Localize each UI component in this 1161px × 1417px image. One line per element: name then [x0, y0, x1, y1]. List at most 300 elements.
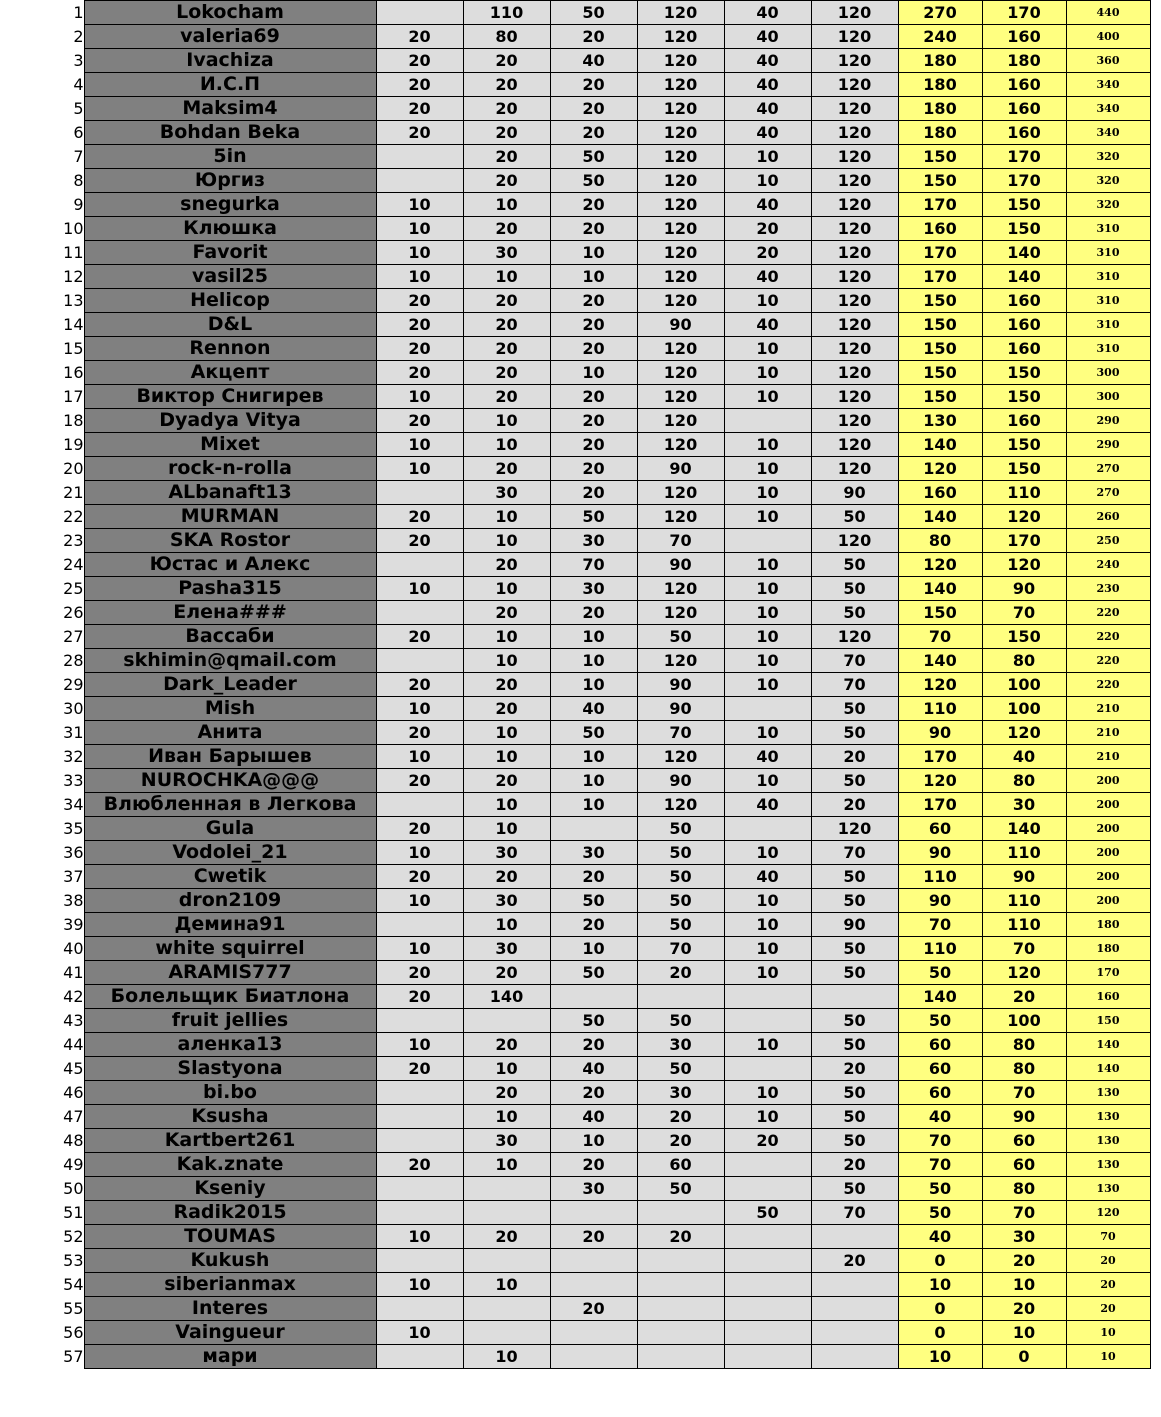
score-cell-3[interactable]	[550, 1273, 637, 1297]
score-cell-5[interactable]: 50	[724, 1201, 811, 1225]
score-cell-6[interactable]	[811, 1273, 898, 1297]
player-name-cell[interactable]: fruit jellies	[84, 1009, 376, 1033]
score-cell-5[interactable]: 40	[724, 745, 811, 769]
score-cell-4[interactable]: 120	[637, 361, 724, 385]
score-cell-1[interactable]: 20	[376, 1057, 463, 1081]
score-cell-6[interactable]: 50	[811, 961, 898, 985]
row-number-cell[interactable]: 14	[63, 315, 84, 334]
player-name-cell[interactable]: vasil25	[84, 265, 376, 289]
row-number-cell[interactable]: 28	[63, 651, 84, 670]
subtotal-cell-1[interactable]: 0	[898, 1321, 982, 1345]
score-cell-5[interactable]: 10	[724, 457, 811, 481]
player-name-cell[interactable]: Иван Барышев	[84, 745, 376, 769]
total-cell[interactable]: 320	[1066, 145, 1150, 169]
score-cell-1[interactable]: 20	[376, 529, 463, 553]
score-cell-1[interactable]	[376, 1, 463, 25]
total-cell[interactable]: 310	[1066, 217, 1150, 241]
score-cell-4[interactable]: 120	[637, 169, 724, 193]
score-cell-3[interactable]	[550, 1201, 637, 1225]
total-cell[interactable]: 130	[1066, 1153, 1150, 1177]
score-cell-3[interactable]: 10	[550, 361, 637, 385]
row-number-cell[interactable]: 37	[63, 867, 84, 886]
player-name-cell[interactable]: ALbanaft13	[84, 481, 376, 505]
row-number-cell[interactable]: 5	[73, 99, 84, 118]
total-cell[interactable]: 320	[1066, 193, 1150, 217]
score-cell-4[interactable]: 50	[637, 913, 724, 937]
score-cell-6[interactable]: 90	[811, 481, 898, 505]
player-name-cell[interactable]: Cwetik	[84, 865, 376, 889]
score-cell-1[interactable]: 10	[376, 1273, 463, 1297]
score-cell-6[interactable]: 120	[811, 193, 898, 217]
subtotal-cell-1[interactable]: 120	[898, 553, 982, 577]
total-cell[interactable]: 310	[1066, 289, 1150, 313]
total-cell[interactable]: 230	[1066, 577, 1150, 601]
score-cell-3[interactable]: 20	[550, 217, 637, 241]
score-cell-4[interactable]: 120	[637, 289, 724, 313]
score-cell-2[interactable]: 20	[463, 553, 550, 577]
score-cell-3[interactable]: 10	[550, 241, 637, 265]
player-name-cell[interactable]: SKA Rostor	[84, 529, 376, 553]
score-cell-3[interactable]: 30	[550, 577, 637, 601]
player-name-cell[interactable]: Favorit	[84, 241, 376, 265]
score-cell-3[interactable]: 40	[550, 1057, 637, 1081]
score-cell-6[interactable]: 120	[811, 97, 898, 121]
subtotal-cell-1[interactable]: 40	[898, 1105, 982, 1129]
score-cell-4[interactable]	[637, 1201, 724, 1225]
score-cell-5[interactable]: 40	[724, 865, 811, 889]
score-cell-5[interactable]: 10	[724, 1081, 811, 1105]
score-cell-5[interactable]	[724, 1321, 811, 1345]
score-cell-3[interactable]: 20	[550, 433, 637, 457]
total-cell[interactable]: 290	[1066, 433, 1150, 457]
score-cell-4[interactable]: 90	[637, 697, 724, 721]
score-cell-1[interactable]	[376, 793, 463, 817]
score-cell-4[interactable]: 50	[637, 817, 724, 841]
player-name-cell[interactable]: Демина91	[84, 913, 376, 937]
row-number-cell[interactable]: 44	[63, 1035, 84, 1054]
score-cell-6[interactable]: 90	[811, 913, 898, 937]
score-cell-3[interactable]: 20	[550, 601, 637, 625]
total-cell[interactable]: 10	[1066, 1321, 1150, 1345]
score-cell-6[interactable]: 120	[811, 457, 898, 481]
subtotal-cell-2[interactable]: 180	[982, 49, 1066, 73]
score-cell-6[interactable]: 50	[811, 1033, 898, 1057]
score-cell-6[interactable]: 120	[811, 361, 898, 385]
score-cell-1[interactable]	[376, 649, 463, 673]
score-cell-3[interactable]: 50	[550, 505, 637, 529]
total-cell[interactable]: 270	[1066, 457, 1150, 481]
score-cell-1[interactable]	[376, 1177, 463, 1201]
score-cell-6[interactable]: 120	[811, 817, 898, 841]
total-cell[interactable]: 250	[1066, 529, 1150, 553]
score-cell-2[interactable]: 20	[463, 337, 550, 361]
subtotal-cell-2[interactable]: 80	[982, 1177, 1066, 1201]
score-cell-4[interactable]: 120	[637, 601, 724, 625]
row-number-cell[interactable]: 26	[63, 603, 84, 622]
score-cell-6[interactable]: 50	[811, 865, 898, 889]
score-cell-5[interactable]	[724, 1153, 811, 1177]
score-cell-5[interactable]: 10	[724, 577, 811, 601]
score-cell-6[interactable]: 50	[811, 889, 898, 913]
subtotal-cell-2[interactable]: 150	[982, 217, 1066, 241]
score-cell-1[interactable]: 10	[376, 457, 463, 481]
score-cell-3[interactable]: 20	[550, 1033, 637, 1057]
score-cell-3[interactable]: 20	[550, 289, 637, 313]
subtotal-cell-1[interactable]: 70	[898, 1153, 982, 1177]
score-cell-6[interactable]: 50	[811, 769, 898, 793]
player-name-cell[interactable]: rock-n-rolla	[84, 457, 376, 481]
score-cell-4[interactable]: 120	[637, 241, 724, 265]
score-cell-6[interactable]: 120	[811, 49, 898, 73]
score-cell-1[interactable]: 20	[376, 817, 463, 841]
score-cell-1[interactable]: 10	[376, 217, 463, 241]
score-cell-5[interactable]	[724, 817, 811, 841]
score-cell-6[interactable]: 120	[811, 145, 898, 169]
score-cell-4[interactable]: 120	[637, 265, 724, 289]
row-number-cell[interactable]: 55	[63, 1299, 84, 1318]
score-cell-5[interactable]	[724, 1297, 811, 1321]
score-cell-1[interactable]: 10	[376, 841, 463, 865]
score-cell-3[interactable]: 50	[550, 145, 637, 169]
score-cell-5[interactable]: 40	[724, 193, 811, 217]
score-cell-4[interactable]: 120	[637, 409, 724, 433]
total-cell[interactable]: 180	[1066, 913, 1150, 937]
score-cell-4[interactable]: 120	[637, 145, 724, 169]
subtotal-cell-1[interactable]: 140	[898, 505, 982, 529]
subtotal-cell-2[interactable]: 160	[982, 313, 1066, 337]
subtotal-cell-2[interactable]: 60	[982, 1153, 1066, 1177]
score-cell-4[interactable]: 120	[637, 49, 724, 73]
score-cell-3[interactable]: 20	[550, 385, 637, 409]
subtotal-cell-1[interactable]: 80	[898, 529, 982, 553]
score-cell-2[interactable]: 20	[463, 361, 550, 385]
score-cell-1[interactable]: 10	[376, 385, 463, 409]
score-cell-5[interactable]: 40	[724, 73, 811, 97]
score-cell-1[interactable]	[376, 1297, 463, 1321]
total-cell[interactable]: 160	[1066, 985, 1150, 1009]
score-cell-6[interactable]: 120	[811, 241, 898, 265]
subtotal-cell-2[interactable]: 160	[982, 409, 1066, 433]
subtotal-cell-1[interactable]: 180	[898, 121, 982, 145]
subtotal-cell-2[interactable]: 170	[982, 529, 1066, 553]
player-name-cell[interactable]: аленка13	[84, 1033, 376, 1057]
score-cell-2[interactable]: 20	[463, 385, 550, 409]
score-cell-4[interactable]: 90	[637, 769, 724, 793]
row-number-cell[interactable]: 4	[73, 75, 84, 94]
score-cell-2[interactable]: 10	[463, 193, 550, 217]
score-cell-2[interactable]: 20	[463, 1033, 550, 1057]
score-cell-3[interactable]: 20	[550, 1081, 637, 1105]
subtotal-cell-1[interactable]: 150	[898, 289, 982, 313]
score-cell-2[interactable]: 20	[463, 961, 550, 985]
score-cell-2[interactable]: 20	[463, 697, 550, 721]
score-cell-3[interactable]: 10	[550, 649, 637, 673]
subtotal-cell-1[interactable]: 10	[898, 1345, 982, 1369]
score-cell-3[interactable]	[550, 985, 637, 1009]
score-cell-1[interactable]: 20	[376, 73, 463, 97]
score-cell-1[interactable]: 20	[376, 313, 463, 337]
subtotal-cell-2[interactable]: 70	[982, 601, 1066, 625]
subtotal-cell-1[interactable]: 120	[898, 673, 982, 697]
total-cell[interactable]: 340	[1066, 73, 1150, 97]
score-cell-2[interactable]: 20	[463, 769, 550, 793]
score-cell-4[interactable]: 50	[637, 841, 724, 865]
player-name-cell[interactable]: white squirrel	[84, 937, 376, 961]
player-name-cell[interactable]: MURMAN	[84, 505, 376, 529]
score-cell-4[interactable]: 120	[637, 193, 724, 217]
row-number-cell[interactable]: 31	[63, 723, 84, 742]
row-number-cell[interactable]: 35	[63, 819, 84, 838]
subtotal-cell-2[interactable]: 140	[982, 817, 1066, 841]
subtotal-cell-2[interactable]: 100	[982, 673, 1066, 697]
player-name-cell[interactable]: Rennon	[84, 337, 376, 361]
score-cell-1[interactable]: 20	[376, 961, 463, 985]
score-cell-5[interactable]: 10	[724, 889, 811, 913]
score-cell-3[interactable]: 20	[550, 865, 637, 889]
score-cell-5[interactable]	[724, 697, 811, 721]
score-cell-4[interactable]: 30	[637, 1033, 724, 1057]
score-cell-4[interactable]: 120	[637, 649, 724, 673]
player-name-cell[interactable]: Клюшка	[84, 217, 376, 241]
score-cell-1[interactable]: 20	[376, 337, 463, 361]
score-cell-6[interactable]: 20	[811, 793, 898, 817]
player-name-cell[interactable]: siberianmax	[84, 1273, 376, 1297]
score-cell-5[interactable]: 10	[724, 361, 811, 385]
subtotal-cell-1[interactable]: 10	[898, 1273, 982, 1297]
total-cell[interactable]: 310	[1066, 265, 1150, 289]
subtotal-cell-2[interactable]: 10	[982, 1273, 1066, 1297]
score-cell-2[interactable]: 20	[463, 673, 550, 697]
score-cell-3[interactable]: 70	[550, 553, 637, 577]
subtotal-cell-1[interactable]: 240	[898, 25, 982, 49]
player-name-cell[interactable]: snegurka	[84, 193, 376, 217]
score-cell-6[interactable]: 120	[811, 265, 898, 289]
row-number-cell[interactable]: 9	[73, 195, 84, 214]
score-cell-6[interactable]: 50	[811, 1177, 898, 1201]
subtotal-cell-1[interactable]: 140	[898, 649, 982, 673]
row-number-cell[interactable]: 20	[63, 459, 84, 478]
subtotal-cell-2[interactable]: 90	[982, 577, 1066, 601]
subtotal-cell-2[interactable]: 150	[982, 433, 1066, 457]
total-cell[interactable]: 400	[1066, 25, 1150, 49]
row-number-cell[interactable]: 11	[63, 243, 84, 262]
player-name-cell[interactable]: Mish	[84, 697, 376, 721]
score-cell-5[interactable]: 10	[724, 481, 811, 505]
subtotal-cell-2[interactable]: 150	[982, 457, 1066, 481]
total-cell[interactable]: 130	[1066, 1177, 1150, 1201]
row-number-cell[interactable]: 39	[63, 915, 84, 934]
row-number-cell[interactable]: 8	[73, 171, 84, 190]
score-cell-1[interactable]	[376, 1081, 463, 1105]
total-cell[interactable]: 210	[1066, 697, 1150, 721]
score-cell-2[interactable]: 20	[463, 145, 550, 169]
score-cell-2[interactable]: 30	[463, 1129, 550, 1153]
player-name-cell[interactable]: Ivachiza	[84, 49, 376, 73]
score-cell-6[interactable]: 70	[811, 1201, 898, 1225]
score-cell-5[interactable]: 10	[724, 961, 811, 985]
score-cell-5[interactable]: 10	[724, 145, 811, 169]
subtotal-cell-2[interactable]: 90	[982, 1105, 1066, 1129]
subtotal-cell-1[interactable]: 90	[898, 841, 982, 865]
subtotal-cell-2[interactable]: 170	[982, 169, 1066, 193]
subtotal-cell-1[interactable]: 0	[898, 1249, 982, 1273]
subtotal-cell-1[interactable]: 160	[898, 481, 982, 505]
score-cell-5[interactable]	[724, 1345, 811, 1369]
total-cell[interactable]: 200	[1066, 865, 1150, 889]
subtotal-cell-2[interactable]: 70	[982, 937, 1066, 961]
total-cell[interactable]: 220	[1066, 649, 1150, 673]
score-cell-1[interactable]: 10	[376, 193, 463, 217]
score-cell-6[interactable]: 70	[811, 673, 898, 697]
player-name-cell[interactable]: bi.bo	[84, 1081, 376, 1105]
total-cell[interactable]: 170	[1066, 961, 1150, 985]
player-name-cell[interactable]: Kak.znate	[84, 1153, 376, 1177]
score-cell-6[interactable]: 50	[811, 697, 898, 721]
subtotal-cell-1[interactable]: 90	[898, 721, 982, 745]
row-number-cell[interactable]: 27	[63, 627, 84, 646]
score-cell-5[interactable]: 40	[724, 793, 811, 817]
score-cell-1[interactable]	[376, 1129, 463, 1153]
score-cell-2[interactable]: 20	[463, 217, 550, 241]
subtotal-cell-1[interactable]: 130	[898, 409, 982, 433]
score-cell-4[interactable]: 90	[637, 457, 724, 481]
row-number-cell[interactable]: 7	[73, 147, 84, 166]
total-cell[interactable]: 130	[1066, 1105, 1150, 1129]
score-cell-3[interactable]: 20	[550, 193, 637, 217]
score-cell-2[interactable]: 10	[463, 1345, 550, 1369]
player-name-cell[interactable]: Юргиз	[84, 169, 376, 193]
subtotal-cell-2[interactable]: 120	[982, 505, 1066, 529]
score-cell-3[interactable]: 40	[550, 1105, 637, 1129]
subtotal-cell-2[interactable]: 150	[982, 361, 1066, 385]
total-cell[interactable]: 300	[1066, 361, 1150, 385]
player-name-cell[interactable]: TOUMAS	[84, 1225, 376, 1249]
subtotal-cell-2[interactable]: 80	[982, 769, 1066, 793]
score-cell-2[interactable]: 10	[463, 745, 550, 769]
score-cell-1[interactable]: 20	[376, 673, 463, 697]
score-cell-2[interactable]	[463, 1201, 550, 1225]
score-cell-4[interactable]: 90	[637, 553, 724, 577]
score-cell-1[interactable]: 10	[376, 265, 463, 289]
score-cell-5[interactable]: 40	[724, 25, 811, 49]
score-cell-2[interactable]: 10	[463, 1057, 550, 1081]
subtotal-cell-2[interactable]: 20	[982, 1249, 1066, 1273]
score-cell-1[interactable]: 20	[376, 1153, 463, 1177]
total-cell[interactable]: 240	[1066, 553, 1150, 577]
subtotal-cell-1[interactable]: 110	[898, 697, 982, 721]
player-name-cell[interactable]: Ksusha	[84, 1105, 376, 1129]
subtotal-cell-1[interactable]: 150	[898, 337, 982, 361]
total-cell[interactable]: 130	[1066, 1129, 1150, 1153]
score-cell-4[interactable]: 20	[637, 961, 724, 985]
score-cell-6[interactable]: 120	[811, 121, 898, 145]
subtotal-cell-1[interactable]: 50	[898, 1009, 982, 1033]
score-cell-2[interactable]: 10	[463, 721, 550, 745]
subtotal-cell-2[interactable]: 70	[982, 1201, 1066, 1225]
score-cell-1[interactable]: 10	[376, 745, 463, 769]
subtotal-cell-1[interactable]: 70	[898, 913, 982, 937]
row-number-cell[interactable]: 42	[63, 987, 84, 1006]
score-cell-6[interactable]: 50	[811, 1129, 898, 1153]
score-cell-5[interactable]	[724, 985, 811, 1009]
total-cell[interactable]: 200	[1066, 817, 1150, 841]
player-name-cell[interactable]: D&L	[84, 313, 376, 337]
subtotal-cell-2[interactable]: 150	[982, 625, 1066, 649]
total-cell[interactable]: 200	[1066, 841, 1150, 865]
row-number-cell[interactable]: 38	[63, 891, 84, 910]
player-name-cell[interactable]: Vodolei_21	[84, 841, 376, 865]
subtotal-cell-1[interactable]: 180	[898, 73, 982, 97]
subtotal-cell-1[interactable]: 160	[898, 217, 982, 241]
total-cell[interactable]: 310	[1066, 313, 1150, 337]
total-cell[interactable]: 140	[1066, 1033, 1150, 1057]
subtotal-cell-1[interactable]: 50	[898, 961, 982, 985]
score-cell-5[interactable]	[724, 529, 811, 553]
score-cell-4[interactable]: 20	[637, 1225, 724, 1249]
subtotal-cell-2[interactable]: 20	[982, 1297, 1066, 1321]
score-cell-3[interactable]: 10	[550, 793, 637, 817]
subtotal-cell-1[interactable]: 180	[898, 49, 982, 73]
subtotal-cell-1[interactable]: 170	[898, 241, 982, 265]
score-cell-5[interactable]: 40	[724, 265, 811, 289]
total-cell[interactable]: 20	[1066, 1297, 1150, 1321]
score-cell-5[interactable]: 10	[724, 289, 811, 313]
score-cell-4[interactable]: 120	[637, 505, 724, 529]
total-cell[interactable]: 140	[1066, 1057, 1150, 1081]
score-cell-4[interactable]: 120	[637, 25, 724, 49]
score-cell-4[interactable]: 90	[637, 673, 724, 697]
score-cell-6[interactable]: 120	[811, 529, 898, 553]
score-cell-3[interactable]: 10	[550, 937, 637, 961]
player-name-cell[interactable]: NUROCHKA@@@	[84, 769, 376, 793]
total-cell[interactable]: 260	[1066, 505, 1150, 529]
subtotal-cell-2[interactable]: 160	[982, 73, 1066, 97]
score-cell-6[interactable]	[811, 985, 898, 1009]
score-cell-3[interactable]: 20	[550, 337, 637, 361]
score-cell-5[interactable]: 10	[724, 337, 811, 361]
score-cell-5[interactable]: 10	[724, 1033, 811, 1057]
score-cell-2[interactable]	[463, 1177, 550, 1201]
subtotal-cell-1[interactable]: 140	[898, 985, 982, 1009]
score-cell-2[interactable]: 80	[463, 25, 550, 49]
total-cell[interactable]: 340	[1066, 121, 1150, 145]
score-cell-2[interactable]: 20	[463, 1225, 550, 1249]
score-cell-1[interactable]: 20	[376, 49, 463, 73]
subtotal-cell-1[interactable]: 270	[898, 1, 982, 25]
score-cell-1[interactable]	[376, 1201, 463, 1225]
subtotal-cell-1[interactable]: 70	[898, 1129, 982, 1153]
score-cell-6[interactable]	[811, 1321, 898, 1345]
total-cell[interactable]: 20	[1066, 1249, 1150, 1273]
score-cell-2[interactable]: 30	[463, 841, 550, 865]
score-cell-4[interactable]: 120	[637, 745, 724, 769]
row-number-cell[interactable]: 3	[73, 51, 84, 70]
score-cell-6[interactable]: 50	[811, 601, 898, 625]
score-cell-2[interactable]: 10	[463, 817, 550, 841]
row-number-cell[interactable]: 50	[63, 1179, 84, 1198]
subtotal-cell-2[interactable]: 160	[982, 337, 1066, 361]
row-number-cell[interactable]: 40	[63, 939, 84, 958]
score-cell-5[interactable]: 10	[724, 625, 811, 649]
score-cell-2[interactable]: 10	[463, 505, 550, 529]
row-number-cell[interactable]: 34	[63, 795, 84, 814]
score-cell-4[interactable]: 70	[637, 937, 724, 961]
score-cell-5[interactable]	[724, 1273, 811, 1297]
row-number-cell[interactable]: 46	[63, 1083, 84, 1102]
score-cell-6[interactable]: 120	[811, 625, 898, 649]
subtotal-cell-2[interactable]: 40	[982, 745, 1066, 769]
score-cell-5[interactable]	[724, 409, 811, 433]
